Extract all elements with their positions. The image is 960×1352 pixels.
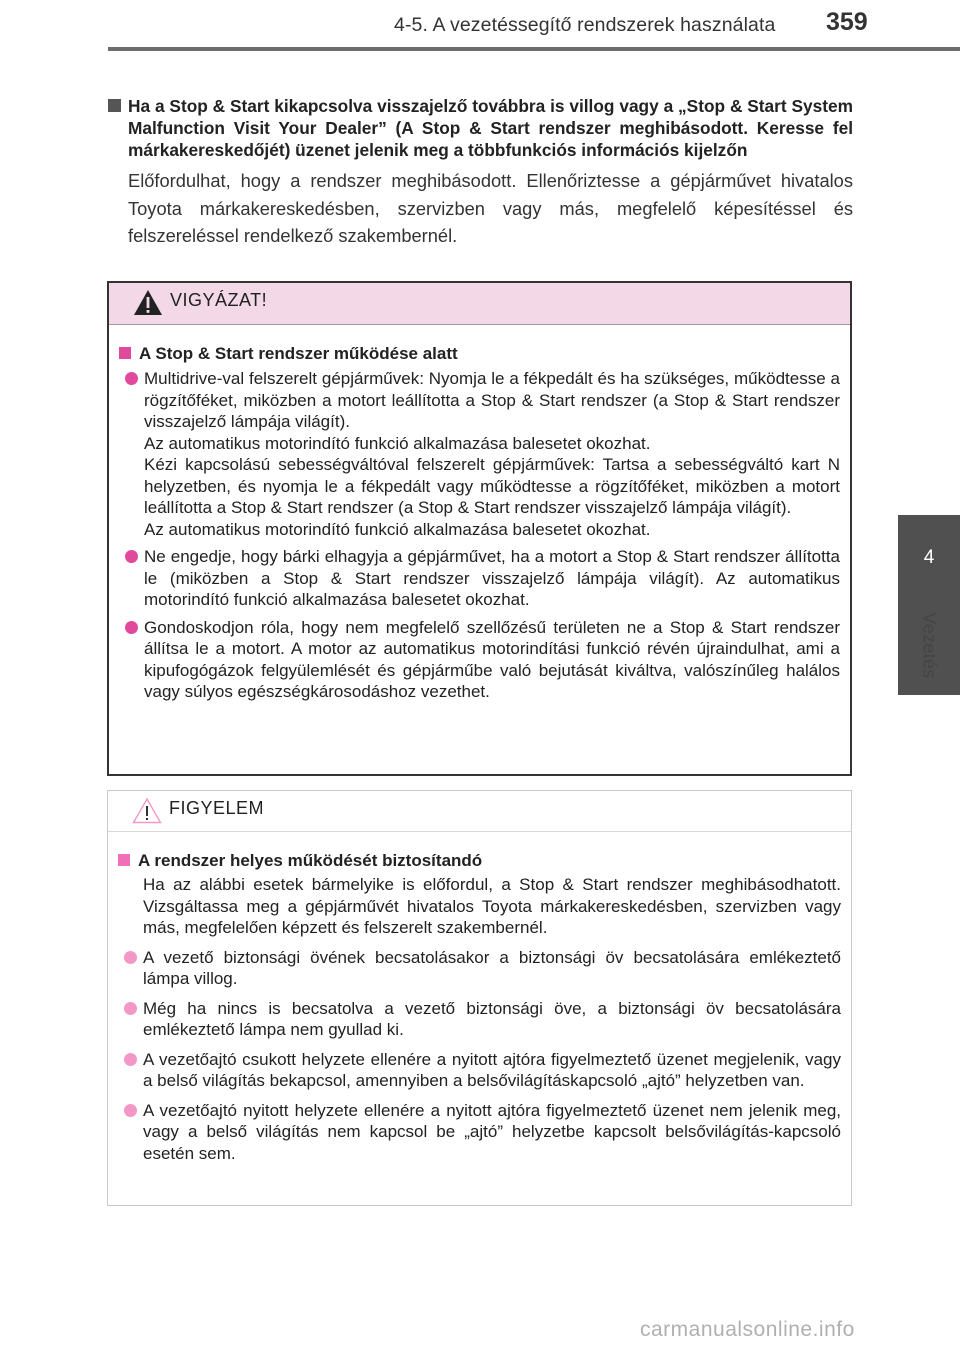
page-number: 359	[826, 8, 868, 36]
notice-box	[107, 790, 852, 1206]
round-bullet-icon	[125, 372, 138, 385]
watermark: carmanualsonline.info	[640, 1318, 855, 1341]
list-item-text: Gondoskodjon róla, hogy nem megfelelő szellőzésű területen ne a Stop & Start rendszer állítsa le a motort. A motor az automatikus motorindítási funkció révén újraindulhat, ami a kipufogógázok felgyülemlését és gépjárműbe való bejutását kiváltva, valószínűleg halálos vagy súlyos egészségkárosodáshoz vezethet.	[144, 617, 840, 701]
warning-triangle-icon	[133, 289, 163, 316]
list-item-text: Kézi kapcsolású sebességváltóval felszerelt gépjárművek: Tartsa a sebességváltó kart N helyzetben, és nyomja le a fékpedált vagy működtesse a rögzítőféket, miközben a motort leállította a Stop & Start rendszer (a Stop & Start rendszer visszajelző lámpája világít).	[144, 455, 840, 517]
list-item	[119, 368, 840, 540]
square-bullet-icon	[108, 99, 121, 112]
section-heading-text: Ha a Stop & Start kikapcsolva visszajelző továbbra is villog vagy a „Stop & Start System Malfunction Visit Your Dealer” (A Stop & Start rendszer meghibásodott. Keresse fel márkakereskedőjét) üzenet jelenik meg a többfunkciós információs kijelzőn	[128, 96, 853, 160]
header-divider	[108, 47, 960, 51]
section-body: Előfordulhat, hogy a rendszer meghibásodott. Ellenőriztesse a gépjárművet hivatalos Toyota márkakereskedésben, szervizben vagy más, megfelelő képesítéssel és felszereléssel rendelkező szakembernél.	[128, 170, 853, 246]
round-bullet-icon	[124, 1002, 137, 1015]
caution-body	[109, 325, 850, 703]
caution-header	[109, 283, 850, 325]
list-item	[119, 617, 840, 703]
round-bullet-icon	[124, 1053, 137, 1066]
round-bullet-icon	[125, 550, 138, 563]
list-item	[118, 998, 841, 1041]
notice-heading	[118, 850, 841, 872]
main-section	[108, 95, 853, 250]
warning-triangle-outline-icon	[132, 797, 162, 824]
caution-heading-text: A Stop & Start rendszer működése alatt	[139, 344, 458, 363]
square-bullet-icon	[118, 854, 130, 866]
notice-intro: Ha az alábbi esetek bármelyike is előfordul, a Stop & Start rendszer meghibásodhatott. Vizsgáltassa meg a gépjárművét hivatalos Toyota márkakereskedésben, szervizben vagy más, megfelelően képzett és felszerelt szakembernél.	[143, 875, 841, 937]
list-item	[118, 1049, 841, 1092]
notice-header	[108, 791, 851, 832]
caution-heading	[119, 343, 840, 365]
notice-body	[108, 832, 851, 1164]
list-item-text: Multidrive-val felszerelt gépjárművek: Nyomja le a fékpedált és ha szükséges, működtesse a rögzítőféket, miközben a motort leállította a Stop & Start rendszer (a Stop & Start rendszer visszajelző lámpája világít).	[144, 369, 840, 431]
caution-label: VIGYÁZAT!	[170, 290, 268, 310]
caution-box	[107, 281, 852, 776]
round-bullet-icon	[125, 621, 138, 634]
square-bullet-icon	[119, 347, 131, 359]
notice-heading-text: A rendszer helyes működését biztosítandó	[138, 851, 483, 870]
section-title: 4-5. A vezetéssegítő rendszerek használata	[394, 14, 776, 36]
list-item-text: Még ha nincs is becsatolva a vezető biztonsági öve, a biztonsági öv becsatolására emlékeztető lámpa nem gyullad ki.	[143, 998, 841, 1039]
list-item	[118, 947, 841, 990]
list-item-text: Ne engedje, hogy bárki elhagyja a gépjárművet, ha a motort a Stop & Start rendszer állította le (miközben a Stop & Start rendszer visszajelző lámpája világít). Az automatikus motorindító funkció alkalmazása balesetet okozhat.	[144, 547, 840, 609]
section-heading	[108, 95, 853, 161]
list-item-text: A vezető biztonsági övének becsatolásakor a biztonsági öv becsatolására emlékeztető lámpa villog.	[143, 947, 841, 988]
list-item-text: Az automatikus motorindító funkció alkalmazása balesetet okozhat.	[144, 519, 651, 539]
list-item-text: A vezetőajtó nyitott helyzete ellenére a nyitott ajtóra figyelmeztető üzenet nem jelenik meg, vagy a belső világítás nem kapcsol be „ajtó” helyzetbe kapcsolt belsővilágítás-kapcsoló esetén sem.	[143, 1100, 841, 1163]
list-item	[118, 1100, 841, 1165]
chapter-label	[898, 600, 960, 690]
round-bullet-icon	[124, 1104, 137, 1117]
chapter-label-text: Vezetés	[919, 611, 940, 679]
round-bullet-icon	[124, 951, 137, 964]
list-item-text: Az automatikus motorindító funkció alkalmazása balesetet okozhat.	[144, 433, 651, 453]
chapter-number: 4	[923, 547, 935, 568]
notice-label: FIGYELEM	[169, 798, 265, 818]
list-item	[119, 546, 840, 611]
list-item-text: A vezetőajtó csukott helyzete ellenére a nyitott ajtóra figyelmeztető üzenet megjelenik, vagy a belső világítás bekapcsol, amennyiben a belsővilágításkapcsoló „ajtó” helyzetben van.	[143, 1049, 841, 1090]
